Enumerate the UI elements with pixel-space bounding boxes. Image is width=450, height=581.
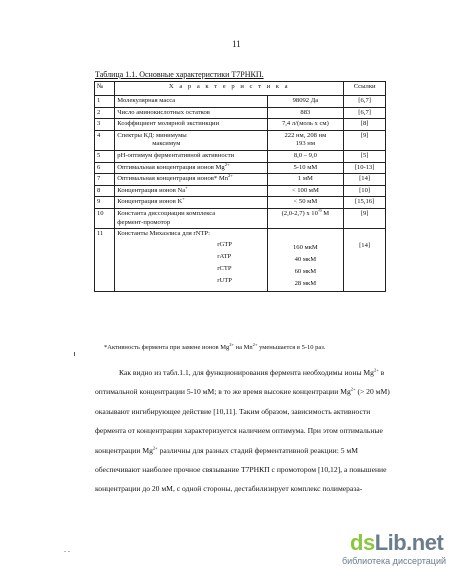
body-text: различны для разных стадий ферментативной реакции: 5 мМ обеспечивают наиболее прочное связывание Т7РНКП с промотором [10,12], а повышение концентрации до 20 мМ, с одной стороны, дестабилизирует комплекс полимераза- <box>95 445 387 494</box>
row-value-unit: М <box>321 209 330 217</box>
row-num: 3 <box>95 119 115 131</box>
row-name: Коэффициент молярной экстинкции <box>115 119 267 131</box>
header-characteristic: Х а р а к т е р и с т и к а <box>115 82 344 96</box>
row-ref: [6,7] <box>344 96 386 108</box>
row-value-line: 193 нм <box>295 140 315 148</box>
row-ref: [6,7] <box>344 107 386 119</box>
row-value: 7,4 л/(моль х см) <box>267 119 344 131</box>
row-name-text: Концентрация ионов K <box>117 198 183 206</box>
footnote-text: на Mn <box>234 344 253 351</box>
table-footnote <box>104 341 326 351</box>
table-row <box>95 150 386 162</box>
superscript: 2+ <box>350 386 356 392</box>
row-name-line: Константа диссоциации комплекса <box>117 209 216 217</box>
row-name-line: фермент-промотор <box>117 218 171 226</box>
characteristics-table <box>94 81 386 292</box>
rntp-value <box>270 230 342 242</box>
row-name-text: Концентрация ионов Na <box>117 186 186 194</box>
table-row <box>95 197 386 209</box>
row-name-line: Константы Михаэлиса для rNTP: <box>117 230 210 238</box>
row-num: 4 <box>95 130 115 150</box>
row-num: 5 <box>95 150 115 162</box>
row-value-text: (2,0-2,7) х 10 <box>281 209 318 217</box>
table-row <box>95 174 386 186</box>
row-ref <box>344 229 386 292</box>
superscript: + <box>182 196 185 202</box>
scan-mark <box>74 352 75 356</box>
superscript: 2+ <box>227 172 233 178</box>
row-value: 883 <box>267 107 344 119</box>
body-text: (> 20 мМ) оказывают ингибирующее действие [10,11]. Таким образом, зависимость активности фермента от концентрации характеризуется наличием оптимума. При этом оптимальные концентрации Mg <box>95 387 390 455</box>
row-ref: [10-13] <box>344 162 386 174</box>
table-caption: Таблица 1.1. Основные характеристики Т7РНКП. <box>95 70 264 79</box>
table-row <box>95 162 386 174</box>
rntp-value: 60 мкМ <box>294 268 317 276</box>
row-num: 2 <box>95 107 115 119</box>
body-paragraph <box>95 363 391 499</box>
row-value <box>267 229 344 292</box>
watermark-subtitle: библиотека диссертаций <box>342 556 447 566</box>
row-name <box>115 197 267 209</box>
row-value: < 50 мМ <box>267 197 344 209</box>
row-ref: [5] <box>344 150 386 162</box>
row-name: рН-оптимум ферментативной активности <box>115 150 267 162</box>
row-num: 8 <box>95 185 115 197</box>
table-row <box>95 107 386 119</box>
superscript: 2+ <box>224 161 230 167</box>
row-name <box>115 162 267 174</box>
page-number: 11 <box>232 39 241 49</box>
rntp-label: rATP <box>217 252 232 260</box>
superscript: 2+ <box>252 341 258 347</box>
table-row <box>95 185 386 197</box>
row-num: 9 <box>95 197 115 209</box>
row-ref: [15,16] <box>344 197 386 209</box>
superscript: -9 <box>317 207 322 213</box>
row-name-text: Оптимальная концентрация ионов* Mn <box>117 175 228 183</box>
rntp-label: rCTP <box>217 264 232 272</box>
row-value <box>267 208 344 228</box>
row-name <box>115 130 267 150</box>
rntp-value: 28 мкМ <box>294 280 317 288</box>
superscript: 2+ <box>229 341 235 347</box>
table-row <box>95 130 386 150</box>
row-ref: [9] <box>344 208 386 228</box>
row-ref: [10] <box>344 185 386 197</box>
row-ref: [8] <box>344 119 386 131</box>
row-value: 5-10 мМ <box>267 162 344 174</box>
header-refs: Ссылки <box>344 82 386 96</box>
watermark-logo <box>350 531 446 555</box>
row-ref: [9] <box>344 130 386 150</box>
body-text: в оптимальной концентрации 5-10 мМ; в то же время высокие концентрации Mg <box>95 368 385 397</box>
rntp-value: 40 мкМ <box>294 256 317 264</box>
row-ref-text: [14] <box>359 242 371 250</box>
rntp-list <box>117 239 264 287</box>
row-num: 10 <box>95 208 115 228</box>
row-num: 11 <box>95 229 115 292</box>
superscript: 2+ <box>373 367 379 373</box>
row-name <box>115 174 267 186</box>
row-name-line: максимум <box>152 140 181 148</box>
rntp-value: 160 мкМ <box>292 244 318 252</box>
table-row <box>95 208 386 228</box>
row-value: 8,0 – 9,0 <box>267 150 344 162</box>
row-name-line: Спектры КД: минимумы <box>117 131 187 139</box>
table-header-row <box>95 82 386 96</box>
watermark <box>342 530 447 566</box>
row-num: 7 <box>95 174 115 186</box>
footnote-text: уменьшается в 5-10 раз. <box>257 344 326 351</box>
watermark-logo-part: Lib.net <box>374 530 444 555</box>
watermark-logo-part: ds <box>350 530 375 555</box>
row-num: 1 <box>95 96 115 108</box>
row-ref-spacer <box>346 230 383 242</box>
row-value: 98092 Да <box>267 96 344 108</box>
header-num: № <box>95 82 115 96</box>
table-row <box>95 96 386 108</box>
scan-dots: . . <box>64 545 70 554</box>
row-value <box>267 130 344 150</box>
row-ref: [14] <box>344 174 386 186</box>
row-num: 6 <box>95 162 115 174</box>
row-value: < 100 мМ <box>267 185 344 197</box>
row-name <box>115 229 267 292</box>
rntp-label: rUTP <box>217 276 232 284</box>
row-value: 1 мМ <box>267 174 344 186</box>
footnote-text: *Активность фермента при замене ионов Mg <box>104 344 230 351</box>
table-row <box>95 119 386 131</box>
table-row <box>95 229 386 292</box>
row-name-text: Оптимальная концентрация ионов Mg <box>117 163 225 171</box>
row-name <box>115 185 267 197</box>
row-value-line: 222 нм, 208 нм <box>284 131 327 139</box>
superscript: 2+ <box>152 445 158 451</box>
body-text: Как видно из табл.1.1, для функционирования фермента необходимы ионы Mg <box>119 368 374 377</box>
superscript: + <box>185 184 188 190</box>
row-name: Число аминокислотных остатков <box>115 107 267 119</box>
row-name: Молекулярная масса <box>115 96 267 108</box>
row-name <box>115 208 267 228</box>
rntp-label: rGTP <box>217 240 232 248</box>
